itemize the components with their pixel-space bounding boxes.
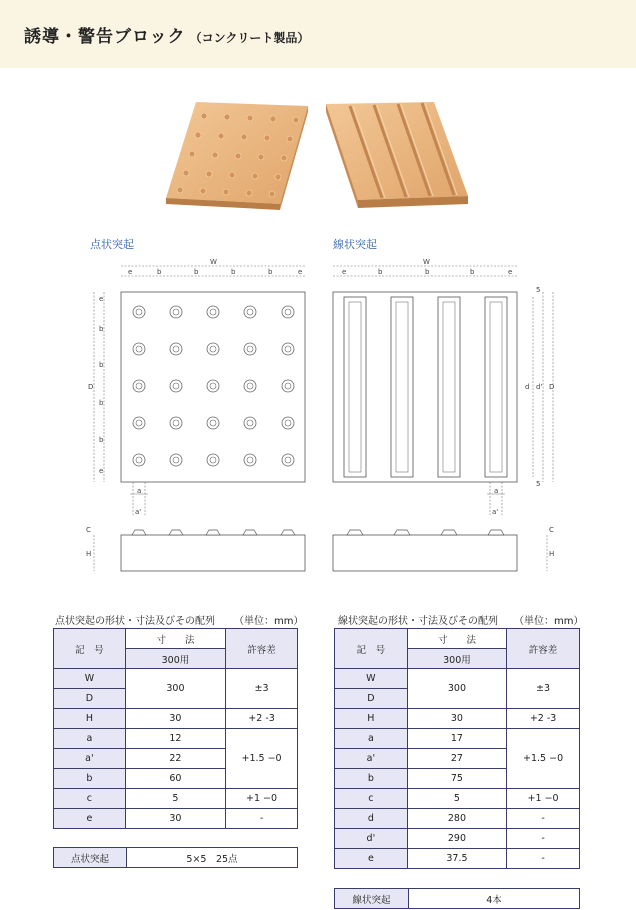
- row-value: 300: [407, 669, 506, 709]
- dim-h-label-left: H: [86, 550, 92, 558]
- right-count-table: [334, 888, 580, 909]
- row-tolerance: +1 −0: [507, 789, 580, 809]
- row-value: 280: [407, 809, 506, 829]
- left-table-caption: 点状突起の形状・寸法及びその配列: [55, 616, 215, 627]
- left-table-unit: （単位：mm）: [234, 616, 304, 627]
- line-block-illustration: [322, 100, 472, 210]
- row-symbol: d: [335, 809, 408, 829]
- row-value: 30: [125, 709, 225, 729]
- row-tolerance: -: [507, 829, 580, 849]
- row-symbol: a: [54, 729, 126, 749]
- row-symbol: e: [54, 809, 126, 829]
- dim-a-prime-label: a': [492, 508, 499, 516]
- dim-b-label: b: [194, 268, 199, 276]
- dim-c-label-left: C: [86, 526, 91, 534]
- row-symbol: a': [335, 749, 408, 769]
- row-symbol: a: [335, 729, 408, 749]
- row-value: 30: [125, 809, 225, 829]
- dim-c-label-right: C: [549, 526, 554, 534]
- dim-b-label: b: [99, 399, 104, 407]
- page-subtitle: （コンクリート製品）: [189, 31, 310, 45]
- dim-e-label: e: [99, 467, 104, 475]
- col-tolerance-header: 許容差: [507, 629, 580, 669]
- row-symbol: W: [54, 669, 126, 689]
- dim-e-label: e: [298, 268, 303, 276]
- row-tolerance: +1.5 −0: [507, 729, 580, 789]
- row-symbol: c: [335, 789, 408, 809]
- row-value: 60: [125, 769, 225, 789]
- dim-a-label: a: [494, 487, 499, 495]
- right-table-caption: 線状突起の形状・寸法及びその配列: [338, 616, 498, 627]
- row-value: 5: [407, 789, 506, 809]
- left-count-table: [53, 847, 298, 868]
- dim-big-d-label-right: D: [549, 383, 555, 391]
- col-dimension-header: 寸 法: [125, 629, 225, 649]
- row-tolerance: +1 −0: [226, 789, 298, 809]
- dim-b-label: b: [378, 268, 383, 276]
- left-spec-table: [53, 628, 298, 829]
- dim-e-label: e: [342, 268, 347, 276]
- header-bar: [0, 0, 636, 68]
- row-symbol: W: [335, 669, 408, 689]
- dim-5-top: 5: [536, 286, 541, 294]
- row-symbol: D: [335, 689, 408, 709]
- dot-diagram-label: 点状突起: [90, 238, 134, 251]
- col-size-header: 300用: [407, 649, 506, 669]
- right-spec-table: [334, 628, 580, 869]
- dim-b-label: b: [99, 325, 104, 333]
- row-value: 300: [125, 669, 225, 709]
- row-value: 17: [407, 729, 506, 749]
- line-diagram-label: 線状突起: [333, 238, 377, 251]
- row-symbol: a': [54, 749, 126, 769]
- row-tolerance: +2 -3: [507, 709, 580, 729]
- row-tolerance: +2 -3: [226, 709, 298, 729]
- row-symbol: H: [54, 709, 126, 729]
- row-tolerance: ±3: [226, 669, 298, 709]
- row-symbol: b: [54, 769, 126, 789]
- col-symbol-header: 記 号: [335, 629, 408, 669]
- right-table-unit: （単位：mm）: [514, 616, 584, 627]
- row-value: 22: [125, 749, 225, 769]
- count-value: 5×5 25点: [127, 848, 298, 868]
- dim-e-label: e: [508, 268, 513, 276]
- count-label: 点状突起: [54, 848, 127, 868]
- row-value: 290: [407, 829, 506, 849]
- dim-b-label: b: [470, 268, 475, 276]
- dot-block-illustration: [160, 100, 310, 215]
- dim-e-label: e: [128, 268, 133, 276]
- dim-a-prime-label: a': [135, 508, 142, 516]
- count-label: 線状突起: [335, 889, 409, 909]
- row-tolerance: -: [226, 809, 298, 829]
- row-tolerance: +1.5 −0: [226, 729, 298, 789]
- col-dimension-header: 寸 法: [407, 629, 506, 649]
- dim-w-label-right: W: [423, 258, 430, 266]
- dim-d-label-right: d: [525, 383, 530, 391]
- row-symbol: H: [335, 709, 408, 729]
- row-value: 30: [407, 709, 506, 729]
- row-value: 75: [407, 769, 506, 789]
- row-symbol: D: [54, 689, 126, 709]
- row-value: 12: [125, 729, 225, 749]
- row-symbol: d': [335, 829, 408, 849]
- row-value: 5: [125, 789, 225, 809]
- row-symbol: c: [54, 789, 126, 809]
- dim-b-label: b: [231, 268, 236, 276]
- dim-d-label-left: D: [88, 383, 94, 391]
- row-tolerance: -: [507, 809, 580, 829]
- row-symbol: e: [335, 849, 408, 869]
- dim-b-label: b: [157, 268, 162, 276]
- dim-b-label: b: [99, 436, 104, 444]
- dim-a-label: a: [137, 487, 142, 495]
- row-value: 27: [407, 749, 506, 769]
- dim-h-label-right: H: [549, 550, 555, 558]
- page-title: 誘導・警告ブロック （コンクリート製品）: [24, 27, 310, 47]
- row-symbol: b: [335, 769, 408, 789]
- dim-b-label: b: [268, 268, 273, 276]
- dim-w-label-left: W: [210, 258, 217, 266]
- row-tolerance: ±3: [507, 669, 580, 709]
- row-value: 37.5: [407, 849, 506, 869]
- dim-d-prime-label: d': [536, 383, 543, 391]
- col-tolerance-header: 許容差: [226, 629, 298, 669]
- dim-b-label: b: [99, 361, 104, 369]
- count-value: 4本: [409, 889, 580, 909]
- col-symbol-header: 記 号: [54, 629, 126, 669]
- col-size-header: 300用: [125, 649, 225, 669]
- dim-e-label: e: [99, 295, 104, 303]
- technical-drawings: [0, 250, 636, 580]
- dim-5-bottom: 5: [536, 480, 541, 488]
- row-tolerance: -: [507, 849, 580, 869]
- dim-b-label: b: [425, 268, 430, 276]
